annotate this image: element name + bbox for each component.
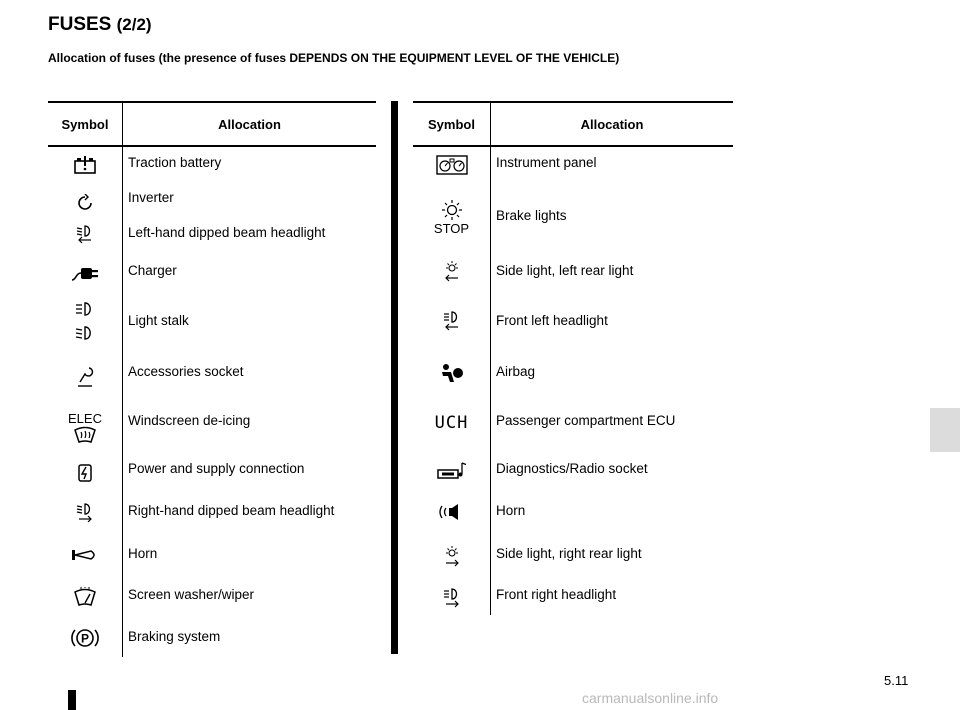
symbol-header: Symbol [48, 103, 123, 145]
ucm-icon [413, 411, 490, 435]
airbag-icon [413, 361, 490, 385]
list-item: Traction battery [128, 155, 222, 170]
list-item: Screen washer/wiper [128, 587, 255, 602]
screen-washer-wiper-icon [48, 585, 122, 609]
accessories-socket-icon [48, 363, 122, 391]
side-light-right-icon [413, 543, 490, 569]
inverter-icon [48, 192, 122, 214]
watermark: carmanualsonline.info [582, 690, 719, 706]
instrument-panel-icon [413, 153, 490, 177]
list-item: Charger [128, 263, 177, 278]
windscreen-deicing-cell [48, 405, 122, 449]
parking-brake-icon [48, 625, 122, 651]
list-item: Left-hand dipped beam headlight [128, 225, 326, 240]
page-subtitle: Allocation of fuses (the presence of fuses DEPENDS ON THE EQUIPMENT LEVEL OF THE VEHICLE) [48, 51, 620, 65]
side-light-left-icon [413, 259, 490, 283]
list-item: Horn [128, 546, 158, 561]
brake-light-icon [440, 199, 464, 221]
list-item: Passenger compartment ECU [496, 413, 676, 428]
chapter-tab [930, 408, 960, 452]
allocation-column [123, 147, 376, 657]
front-left-headlight-icon [413, 309, 490, 333]
power-supply-icon [48, 461, 122, 485]
left-dipped-beam-icon [48, 223, 122, 245]
page-title [48, 14, 152, 36]
battery-warning-icon [48, 155, 122, 175]
fuse-table-left [48, 101, 376, 657]
allocation-header: Allocation [580, 116, 644, 132]
symbol-header: Symbol [413, 103, 491, 145]
fuse-table-right [413, 101, 733, 615]
table-header [48, 103, 376, 147]
light-stalk-icon [48, 297, 122, 351]
list-item: Right-hand dipped beam headlight [128, 503, 335, 518]
uch-label: UCH [434, 413, 469, 433]
right-dipped-beam-icon [48, 501, 122, 525]
symbol-column [413, 147, 491, 615]
list-item: Side light, right rear light [496, 546, 642, 561]
list-item: Front left headlight [496, 313, 608, 328]
list-item: Power and supply connection [128, 461, 305, 476]
allocation-column [491, 147, 733, 615]
list-item: Front right headlight [496, 587, 617, 602]
list-item: Side light, left rear light [496, 263, 634, 278]
list-item: Brake lights [496, 208, 567, 223]
list-item: Horn [496, 503, 526, 518]
diagnostics-radio-icon [413, 459, 490, 483]
stop-label: STOP [433, 220, 470, 236]
list-item: Instrument panel [496, 155, 597, 170]
svg-text:P: P [80, 631, 90, 646]
list-item: Light stalk [128, 313, 189, 328]
list-item: Braking system [128, 629, 221, 644]
list-item: Diagnostics/Radio socket [496, 461, 648, 476]
list-item: Airbag [496, 364, 536, 379]
windscreen-deicing-icon [73, 426, 97, 444]
brake-lights-cell [413, 191, 490, 243]
front-right-headlight-icon [413, 585, 490, 611]
horn-icon [48, 545, 122, 565]
title-part: (2/2) [116, 15, 152, 34]
list-item: Windscreen de-icing [128, 413, 251, 428]
charger-plug-icon [48, 259, 122, 285]
page-number: 5.11 [884, 673, 909, 688]
title-text: FUSES [48, 14, 112, 35]
list-item: Accessories socket [128, 364, 244, 379]
symbol-column [48, 147, 123, 657]
elec-label: ELEC [68, 410, 102, 426]
corner-mark [68, 690, 76, 710]
allocation-header: Allocation [218, 116, 281, 132]
list-item: Inverter [128, 190, 174, 205]
column-divider [391, 101, 398, 654]
table-header [413, 103, 733, 147]
horn-speaker-icon [413, 499, 490, 525]
